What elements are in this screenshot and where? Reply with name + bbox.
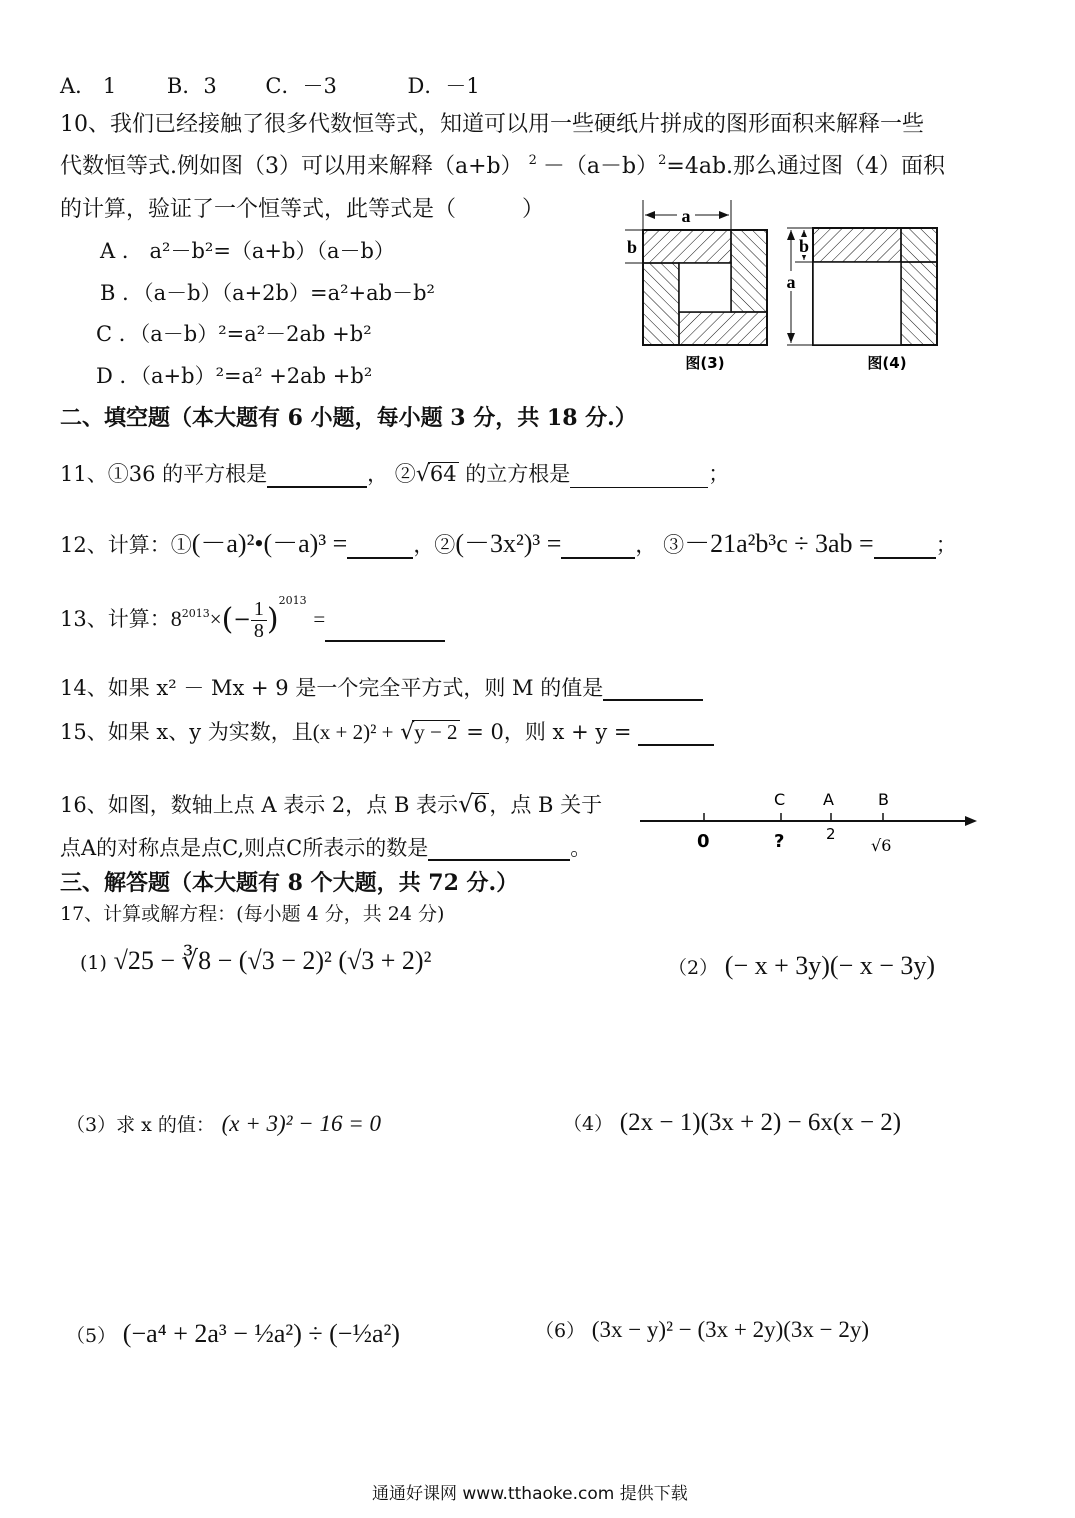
- q17-part6-expr: (3x − y)² − (3x + 2y)(3x − 2y): [591, 1317, 870, 1342]
- q17-part2-label: （2）: [668, 957, 719, 979]
- q17-title: 17、计算或解方程：(每小题 4 分，共 24 分): [60, 903, 445, 925]
- q13: 13、计算：$8^{2013}\times(-$ $\frac{1}{8}$ )$^{2013}$ =: [60, 594, 445, 642]
- q17-part2: [668, 950, 935, 981]
- tick-sqrt6-label: √6: [871, 836, 892, 855]
- q13-blank[interactable]: [325, 620, 445, 642]
- q17-part6: [535, 1316, 869, 1344]
- q15-expr: (x + 2)² +: [312, 720, 394, 744]
- number-line: [635, 785, 985, 860]
- q13-base: 8: [170, 606, 182, 631]
- q11-end: ；: [708, 462, 730, 486]
- q11: 11、①36 的平方根是 ， ②√64 的立方根是 ；: [60, 462, 730, 487]
- section-2-heading: 二、填空题（本大题有 6 小题，每小题 3 分，共 18 分.）: [60, 405, 637, 431]
- q11-root: 64: [429, 462, 457, 486]
- q13-num: 1: [251, 599, 267, 621]
- q13-den: 8: [253, 620, 264, 642]
- q9-option-c: C．－3: [265, 74, 337, 98]
- q17-part1: [80, 945, 431, 976]
- fig3-b-label: b: [626, 237, 638, 257]
- q15-blank[interactable]: [638, 724, 714, 746]
- q17-part4-expr: (2x − 1)(3x + 2) − 6x(x − 2): [619, 1109, 902, 1136]
- q11-blank-2[interactable]: [570, 467, 708, 488]
- q17-part3: [66, 1110, 381, 1138]
- q16-root: 6: [473, 793, 488, 818]
- q17-part4: [563, 1108, 901, 1138]
- q17-part6-label: （6）: [535, 1320, 586, 1342]
- tick-2-label: 2: [826, 825, 836, 843]
- q12-expr3: －21a²b³c ÷ 3ab =: [684, 529, 874, 558]
- q15-root: y − 2: [414, 720, 458, 744]
- q16-line1-part1: 16、如图，数轴上点 A 表示 2，点 B 表示: [60, 793, 459, 817]
- q13-times: ×: [209, 607, 222, 631]
- figure-4: [783, 228, 937, 372]
- q16-line2-text: 点A的对称点是点C,则点C所表示的数是: [60, 836, 429, 860]
- q12-blank-3[interactable]: [874, 535, 936, 559]
- q17-part4-label: （4）: [563, 1113, 614, 1135]
- page-footer: 通通好课网 www.tthaoke.com 提供下载: [372, 1484, 688, 1504]
- q11-blank-1[interactable]: [267, 466, 367, 488]
- q15-part1: 15、如果 x、y 为实数，且: [60, 720, 313, 744]
- q12-sep2: ， ③: [635, 533, 685, 557]
- q17-part3-label: （3）求 x 的值：: [66, 1114, 215, 1136]
- q9-option-b: B．3: [166, 74, 217, 98]
- point-a-label: A: [823, 790, 834, 809]
- q16-end: 。: [570, 836, 592, 860]
- q12-blank-2[interactable]: [561, 535, 635, 559]
- q10-line2: 代数恒等式.例如图（3）可以用来解释（a+b） $^2 -(a-b)^2=4ab$.那么通过图（4）面积: [60, 153, 946, 179]
- q11-part3: 的立方根是: [465, 462, 571, 486]
- q13-exp-2: 2013: [278, 594, 307, 607]
- q14: [60, 676, 703, 701]
- q17-part5-label: （5）: [66, 1325, 117, 1347]
- q16-blank[interactable]: [428, 839, 570, 861]
- q17-part1-expr: √25 − ∛8 − (√3 − 2)² (√3 + 2)²: [113, 946, 432, 975]
- q12-sep1: ，②: [413, 533, 456, 557]
- q10-option-c: C ．（a－b）²=a²－2ab +b²: [96, 322, 372, 346]
- q17-part3-expr: (x + 3)² − 16 = 0: [221, 1111, 382, 1136]
- fig4-caption: 图(4): [867, 354, 907, 372]
- q9-option-a: A． 1: [60, 74, 117, 98]
- q13-exp: 2013: [181, 607, 210, 620]
- q11-part2: ， ②: [367, 462, 416, 486]
- q17-part2-expr: (− x + 3y)(− x − 3y): [724, 951, 936, 980]
- q10-line2-part1: 代数恒等式.例如图（3）可以用来解释（a+b）: [60, 154, 523, 179]
- q16-line1-part2: ，点 B 关于: [489, 793, 603, 817]
- q12-prefix: 12、计算：①: [60, 533, 192, 557]
- figure-3: [625, 200, 767, 372]
- q10-option-b: B ．（a－b）（a+2b）=a²+ab－b²: [100, 281, 435, 305]
- q10-line3: 的计算，验证了一个恒等式，此等式是（ ）: [60, 197, 545, 222]
- point-c-label: C: [774, 790, 786, 809]
- tick-0-label: 0: [697, 831, 710, 852]
- q12: [60, 528, 957, 559]
- q10-line2-part2: －（a－b）: [542, 154, 659, 179]
- tick-question-label: ?: [774, 831, 785, 852]
- q9-option-d: D．－1: [407, 74, 480, 98]
- section-3-heading: 三、解答题（本大题有 8 个大题，共 72 分.）: [60, 870, 519, 896]
- figures-3-4: [615, 195, 960, 375]
- q10-line1: 10、我们已经接触了很多代数恒等式，知道可以用一些硬纸片拼成的图形面积来解释一些: [60, 112, 924, 137]
- q17-part5: [66, 1318, 400, 1349]
- q16-line2: [60, 836, 591, 861]
- q12-blank-1[interactable]: [347, 535, 413, 559]
- q10-option-d: D ．（a+b）²=a² +2ab +b²: [96, 364, 373, 388]
- q12-expr2: (－3x²)³ =: [455, 529, 562, 558]
- q13-eq: =: [313, 607, 326, 631]
- q10-option-a: A ． a²－b²=（a+b）（a－b）: [100, 239, 395, 263]
- q10-line2-part3: =4ab.那么通过图（4）面积: [666, 154, 946, 179]
- q15-part2: = 0，则 x + y =: [466, 720, 632, 744]
- q15: 15、如果 x、y 为实数，且(x + 2)² + √y − 2 = 0，则 x + y =: [60, 720, 714, 746]
- q17-part5-expr: (−a⁴ + 2a³ − ½a²) ÷ (−½a²): [122, 1319, 400, 1348]
- q11-part1: 11、①36 的平方根是: [60, 462, 268, 486]
- q16-line1: 16、如图，数轴上点 A 表示 2，点 B 表示√6，点 B 关于: [60, 790, 603, 818]
- fig4-b-label: b: [798, 236, 810, 256]
- q12-expr1: (－a)²•(－a)³ =: [191, 529, 348, 558]
- q17-part1-label: (1): [80, 952, 107, 974]
- q14-blank[interactable]: [603, 679, 703, 701]
- q12-end: ；: [935, 533, 957, 557]
- fig4-a-label: a: [786, 272, 796, 292]
- fig3-caption: 图(3): [685, 354, 725, 372]
- fig3-a-label: a: [681, 206, 691, 226]
- q13-prefix: 13、计算：: [60, 607, 171, 631]
- q9-options: [60, 74, 480, 99]
- point-b-label: B: [878, 790, 889, 809]
- q14-text: 14、如果 x² － Mx + 9 是一个完全平方式，则 M 的值是: [60, 676, 604, 700]
